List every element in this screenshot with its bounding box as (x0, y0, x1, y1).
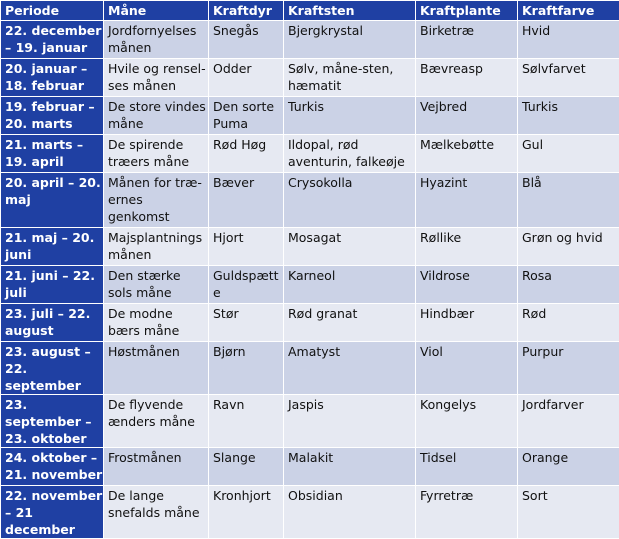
cell-periode: 19. februar – 20. marts (1, 97, 104, 135)
cell-kraftfarve: Purpur (518, 342, 619, 395)
cell-periode: 22. december – 19. januar (1, 21, 104, 59)
table-row (1, 304, 619, 342)
cell-maane: Jordfornyelses månen (104, 21, 209, 59)
cell-kraftsten: Jaspis (284, 395, 416, 448)
cell-kraftdyr: Hjort (209, 228, 284, 266)
cell-kraftplante: Tidsel (416, 448, 518, 486)
cell-kraftplante: Viol (416, 342, 518, 395)
header-kraftdyr: Kraftdyr (209, 1, 284, 21)
table-row (1, 173, 619, 228)
header-kraftplante: Kraftplante (416, 1, 518, 21)
table-row (1, 448, 619, 486)
cell-kraftplante: Vildrose (416, 266, 518, 304)
cell-kraftdyr: Slange (209, 448, 284, 486)
header-kraftfarve: Kraftfarve (518, 1, 619, 21)
cell-kraftsten: Crysokolla (284, 173, 416, 228)
cell-maane: Majsplantnings månen (104, 228, 209, 266)
cell-maane: De modne bærs måne (104, 304, 209, 342)
cell-kraftfarve: Blå (518, 173, 619, 228)
cell-kraftfarve: Hvid (518, 21, 619, 59)
cell-kraftfarve: Orange (518, 448, 619, 486)
table-row (1, 135, 619, 173)
cell-kraftdyr: Odder (209, 59, 284, 97)
cell-periode: 24. oktober – 21. november (1, 448, 104, 486)
cell-kraftdyr: Bjørn (209, 342, 284, 395)
cell-kraftfarve: Gul (518, 135, 619, 173)
cell-kraftsten: Turkis (284, 97, 416, 135)
cell-kraftplante: Kongelys (416, 395, 518, 448)
cell-kraftsten: Karneol (284, 266, 416, 304)
cell-kraftfarve: Jordfarver (518, 395, 619, 448)
cell-periode: 20. april – 20. maj (1, 173, 104, 228)
cell-periode: 21. juni – 22. juli (1, 266, 104, 304)
cell-kraftplante: Bævreasp (416, 59, 518, 97)
table-row (1, 395, 619, 448)
cell-kraftfarve: Turkis (518, 97, 619, 135)
cell-kraftsten: Malakit (284, 448, 416, 486)
cell-kraftsten: Mosagat (284, 228, 416, 266)
cell-kraftplante: Hindbær (416, 304, 518, 342)
table-row (1, 266, 619, 304)
cell-kraftdyr: Kronhjort (209, 486, 284, 539)
cell-kraftplante: Røllike (416, 228, 518, 266)
cell-kraftsten: Bjergkrystal (284, 21, 416, 59)
cell-maane: Månen for træ-ernes genkomst (104, 173, 209, 228)
cell-periode: 21. marts – 19. april (1, 135, 104, 173)
cell-maane: Høstmånen (104, 342, 209, 395)
table-row (1, 21, 619, 59)
cell-periode: 23. september – 23. oktober (1, 395, 104, 448)
cell-kraftsten: Sølv, måne-sten, hæmatit (284, 59, 416, 97)
table-row (1, 342, 619, 395)
cell-kraftdyr: Rød Høg (209, 135, 284, 173)
cell-kraftfarve: Sort (518, 486, 619, 539)
cell-kraftfarve: Sølvfarvet (518, 59, 619, 97)
cell-kraftfarve: Rød (518, 304, 619, 342)
cell-maane: De flyvende ænders måne (104, 395, 209, 448)
table-row (1, 228, 619, 266)
cell-kraftplante: Fyrretræ (416, 486, 518, 539)
cell-kraftsten: Amatyst (284, 342, 416, 395)
cell-maane: Hvile og rensel-ses månen (104, 59, 209, 97)
cell-kraftsten: Ildopal, rød aventurin, falkeøje (284, 135, 416, 173)
cell-kraftfarve: Rosa (518, 266, 619, 304)
cell-kraftsten: Obsidian (284, 486, 416, 539)
header-periode: Periode (1, 1, 104, 21)
cell-periode: 22. november – 21 december (1, 486, 104, 539)
cell-kraftfarve: Grøn og hvid (518, 228, 619, 266)
table-row (1, 486, 619, 539)
cell-periode: 23. juli – 22. august (1, 304, 104, 342)
cell-maane: De spirende træers måne (104, 135, 209, 173)
table-row (1, 97, 619, 135)
cell-kraftdyr: Bæver (209, 173, 284, 228)
cell-kraftplante: Hyazint (416, 173, 518, 228)
cell-kraftdyr: Snegås (209, 21, 284, 59)
header-row (1, 1, 619, 21)
cell-kraftplante: Mælkebøtte (416, 135, 518, 173)
cell-periode: 20. januar – 18. februar (1, 59, 104, 97)
cell-kraftdyr: Ravn (209, 395, 284, 448)
cell-maane: Den stærke sols måne (104, 266, 209, 304)
cell-kraftdyr: Guldspætte (209, 266, 284, 304)
cell-kraftdyr: Den sorte Puma (209, 97, 284, 135)
cell-periode: 21. maj – 20. juni (1, 228, 104, 266)
cell-kraftdyr: Stør (209, 304, 284, 342)
cell-kraftplante: Birketræ (416, 21, 518, 59)
table-row (1, 59, 619, 97)
cell-periode: 23. august – 22. september (1, 342, 104, 395)
cell-kraftplante: Vejbred (416, 97, 518, 135)
cell-maane: Frostmånen (104, 448, 209, 486)
cell-kraftsten: Rød granat (284, 304, 416, 342)
header-maane: Måne (104, 1, 209, 21)
header-kraftsten: Kraftsten (284, 1, 416, 21)
cell-maane: De store vindes måne (104, 97, 209, 135)
cell-maane: De lange snefalds måne (104, 486, 209, 539)
